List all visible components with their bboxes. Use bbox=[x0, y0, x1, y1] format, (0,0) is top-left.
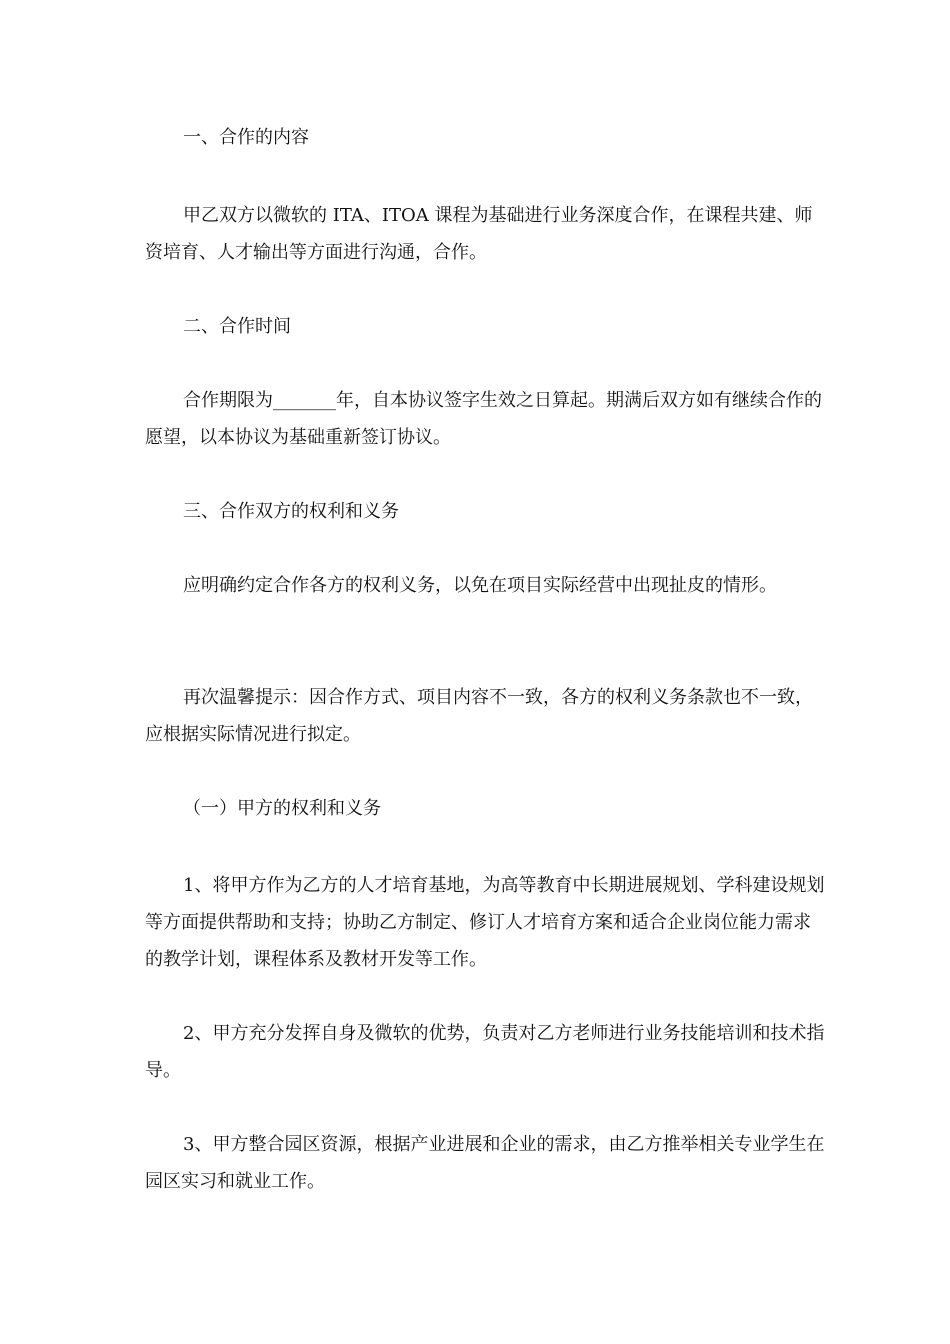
list-item-party-a-1: 1、将甲方作为乙方的人才培育基地，为高等教育中长期进展规划、学科建设规划等方面提供帮助和支持；协助乙方制定、修订人才培育方案和适合企业岗位能力需求的教学计划，课程体系及教材开发等工作。 bbox=[145, 875, 825, 970]
list-item-party-a-2: 2、甲方充分发挥自身及微软的优势，负责对乙方老师进行业务技能培训和技术指导。 bbox=[145, 1023, 825, 1081]
section-heading-cooperation-content: 一、合作的内容 bbox=[183, 127, 309, 148]
paragraph-reminder: 再次温馨提示：因合作方式、项目内容不一致，各方的权利义务条款也不一致，应根据实际情况进行拟定。 bbox=[145, 687, 813, 745]
section-heading-rights-obligations: 三、合作双方的权利和义务 bbox=[183, 501, 399, 522]
paragraph-rights-obligations: 应明确约定合作各方的权利义务，以免在项目实际经营中出现扯皮的情形。 bbox=[183, 575, 777, 596]
paragraph-cooperation-content: 甲乙双方以微软的 ITA、ITOA 课程为基础进行业务深度合作，在课程共建、师资培育、人才输出等方面进行沟通，合作。 bbox=[145, 205, 813, 263]
paragraph-cooperation-time: 合作期限为_______年，自本协议签字生效之日算起。期满后双方如有继续合作的愿望，以本协议为基础重新签订协议。 bbox=[145, 390, 822, 448]
list-item-party-a-3: 3、甲方整合园区资源，根据产业进展和企业的需求，由乙方推举相关专业学生在园区实习和就业工作。 bbox=[145, 1134, 825, 1192]
section-heading-cooperation-time: 二、合作时间 bbox=[183, 316, 291, 337]
subsection-heading-party-a: （一）甲方的权利和义务 bbox=[183, 798, 381, 819]
